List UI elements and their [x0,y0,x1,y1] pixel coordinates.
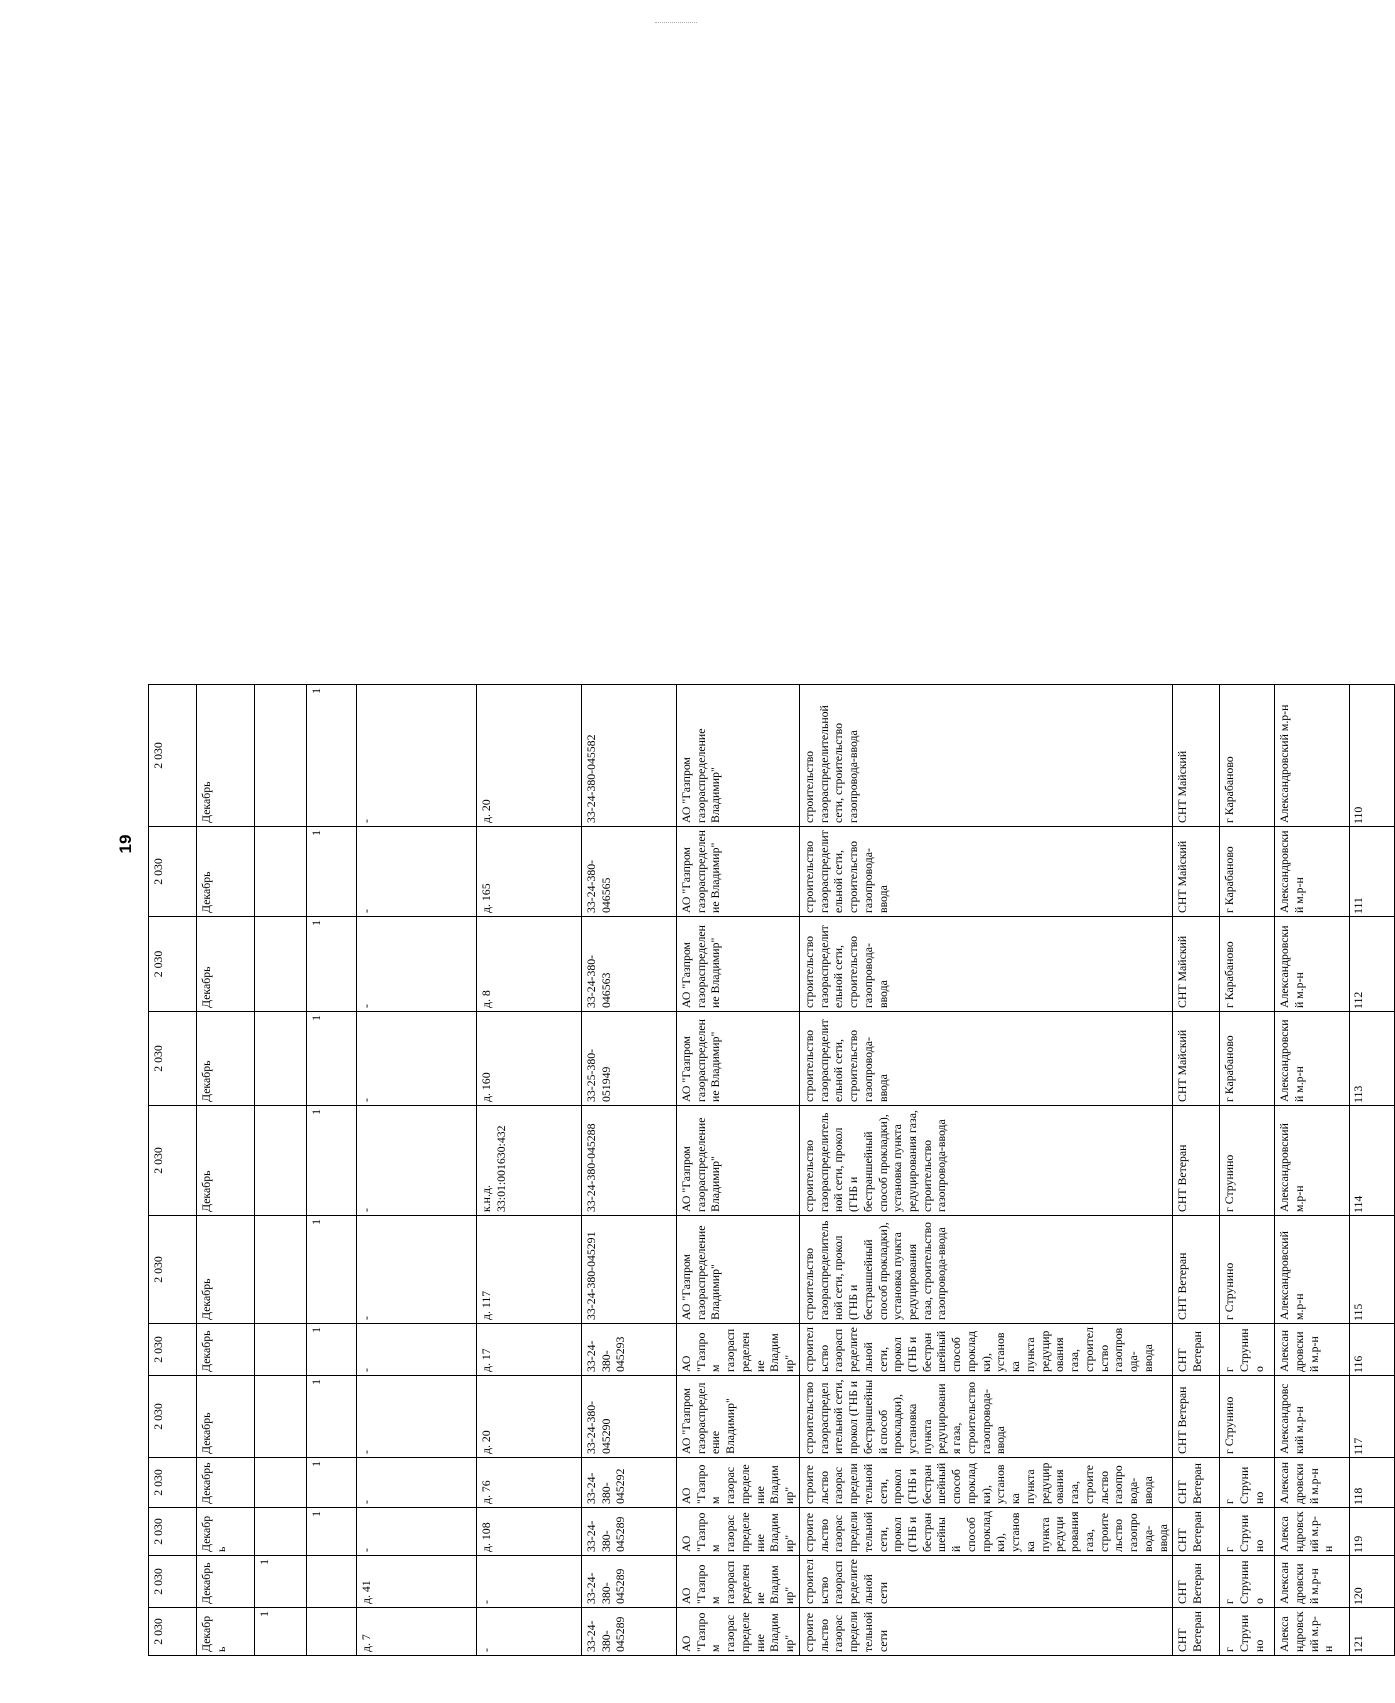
cell-month: Декабрь [197,1508,255,1556]
cell-house2: - [357,1458,477,1508]
cell-org: АО "Газпром газораспределение Владимир" [677,685,800,827]
cell-qty1: 1 [307,917,357,1012]
cell-qty2 [255,1508,307,1556]
cell-town: г Струнино [1220,1458,1275,1508]
cell-place: СНТ Майский [1173,685,1220,827]
cell-work: строительство газораспределительной сети, прокол (ГНБ и бестраншейный способ прокладки), установка пункта редуцирования газа, строительство газопровода-ввода [799,1216,1172,1324]
field-work [799,113,1172,1656]
cell-place: СНТ Ветеран [1173,1106,1220,1216]
cell-code: 33-24-380-045293 [582,1324,677,1376]
cell-work: строительство газораспределительной сети, строительство газопровода-ввода [799,685,1172,827]
cell-qty2 [255,1216,307,1324]
cell-qty2 [255,827,307,917]
cell-house: д. 20 [477,1376,582,1458]
cell-org: АО "Газпром газораспределение Владимир" [677,917,800,1012]
cell-qty1 [307,1556,357,1608]
cell-district: Александровский м.р-н [1275,917,1350,1012]
field-qty1 [307,113,357,1656]
cell-qty2 [255,685,307,827]
cell-year: 2 030 [149,1608,197,1656]
cell-house2: - [357,1106,477,1216]
cell-index: 116 [1350,1324,1395,1376]
cell-qty1: 1 [307,827,357,917]
cell-code: 33-24-380-045582 [582,685,677,827]
cell-code: 33-24-380-045290 [582,1376,677,1458]
cell-place: СНТ Майский [1173,1012,1220,1106]
cell-place: СНТ Ветеран [1173,1324,1220,1376]
cell-place: СНТ Ветеран [1173,1608,1220,1656]
cell-org: АО "Газпром газораспределение Владимир" [677,1216,800,1324]
cell-index: 112 [1350,917,1395,1012]
cell-org: АО "Газпром газораспределение Владимир" [677,1508,800,1556]
cell-index: 120 [1350,1556,1395,1608]
cell-index: 118 [1350,1458,1395,1508]
cell-house2: д. 7 [357,1608,477,1656]
cell-month: Декабрь [197,827,255,917]
cell-town: г Карабаново [1220,1012,1275,1106]
cell-house2: д. 41 [357,1556,477,1608]
field-code [582,113,677,1656]
cell-index: 111 [1350,827,1395,917]
field-year [149,113,197,1656]
cell-district: Александровский м.р-н [1275,1012,1350,1106]
cell-house: д. 117 [477,1216,582,1324]
cell-place: СНТ Ветеран [1173,1556,1220,1608]
cell-district: Александровский м.р-н [1275,827,1350,917]
cell-house: д. 160 [477,1012,582,1106]
cell-year: 2 030 [149,1458,197,1508]
cell-work: строительство газораспределительной сети, строительство газопровода-ввода [799,1012,1172,1106]
cell-qty1: 1 [307,1012,357,1106]
field-district [1275,113,1350,1656]
cell-month: Декабрь [197,685,255,827]
cell-year: 2 030 [149,1324,197,1376]
cell-work: строительство газораспределительной сети, прокол (ГНБ и бестраншейный способ прокладки), установка пункта редуцирования газа, строительство газопровода-ввода [799,1508,1172,1556]
cell-house: - [477,1608,582,1656]
cell-year: 2 030 [149,1012,197,1106]
cell-work: строительство газораспределительной сети, прокол (ГНБ и бестраншейный способ прокладки), установка пункта редуцирования газа, строительство газопровода-ввода [799,1376,1172,1458]
cell-place: СНТ Ветеран [1173,1216,1220,1324]
cell-qty2 [255,1106,307,1216]
rotated-table-wrapper [148,113,1366,1656]
cell-town: г Струнино [1220,1608,1275,1656]
field-place [1173,113,1220,1656]
field-org [677,113,800,1656]
cell-org: АО "Газпром газораспределение Владимир" [677,1376,800,1458]
cell-qty1: 1 [307,1106,357,1216]
field-index [1350,113,1395,1656]
cell-house2: - [357,685,477,827]
cell-qty1 [307,1608,357,1656]
cell-code: 33-24-380-046563 [582,917,677,1012]
field-house [477,113,582,1656]
cell-place: СНТ Майский [1173,827,1220,917]
cell-qty1: 1 [307,1324,357,1376]
cell-index: 114 [1350,1106,1395,1216]
cell-qty2 [255,1458,307,1508]
cell-district: Александровский м.р-н [1275,1556,1350,1608]
cell-year: 2 030 [149,917,197,1012]
cell-work: строительство газораспределительной сети, строительство газопровода-ввода [799,827,1172,917]
cell-index: 113 [1350,1012,1395,1106]
cell-code: 33-24-380-045292 [582,1458,677,1508]
cell-house: д. 76 [477,1458,582,1508]
cell-year: 2 030 [149,685,197,827]
cell-month: Декабрь [197,1608,255,1656]
cell-town: г Струнино [1220,1556,1275,1608]
cell-month: Декабрь [197,1216,255,1324]
cell-code: 33-24-380-045288 [582,1106,677,1216]
cell-org: АО "Газпром газораспределение Владимир" [677,1458,800,1508]
cell-qty2 [255,1376,307,1458]
cell-org: АО "Газпром газораспределение Владимир" [677,1012,800,1106]
cell-house: к.н.д. 33:01:001630:432 [477,1106,582,1216]
cell-org: АО "Газпром газораспределение Владимир" [677,1608,800,1656]
cell-work: строительство газораспределительной сети, прокол (ГНБ и бестраншейный способ прокладки), установка пункта редуцирования газа, строительство газопровода-ввода [799,1106,1172,1216]
cell-org: АО "Газпром газораспределение Владимир" [677,1106,800,1216]
cell-month: Декабрь [197,1556,255,1608]
cell-house2: - [357,1508,477,1556]
cell-town: г Карабаново [1220,827,1275,917]
cell-year: 2 030 [149,1508,197,1556]
cell-house2: - [357,1012,477,1106]
cell-qty2: 1 [255,1556,307,1608]
cell-place: СНТ Ветеран [1173,1458,1220,1508]
cell-district: Александровский м.р-н [1275,1508,1350,1556]
cell-town: г Струнино [1220,1216,1275,1324]
field-qty2 [255,113,307,1656]
cell-month: Декабрь [197,1376,255,1458]
cell-year: 2 030 [149,1216,197,1324]
field-town [1220,113,1275,1656]
cell-code: 33-24-380-046565 [582,827,677,917]
field-month [197,113,255,1656]
cell-house2: - [357,917,477,1012]
gasification-table [148,112,1395,1656]
cell-qty1: 1 [307,1458,357,1508]
cell-code: 33-24-380-045291 [582,1216,677,1324]
cell-org: АО "Газпром газораспределение Владимир" [677,1324,800,1376]
cell-month: Декабрь [197,1106,255,1216]
cell-qty2 [255,1012,307,1106]
cell-work: строительство газораспределительной сети, прокол (ГНБ и бестраншейный способ прокладки), установка пункта редуцирования газа, строительство газопровода-ввода [799,1324,1172,1376]
cell-town: г Струнино [1220,1324,1275,1376]
field-house2 [357,113,477,1656]
cell-town: г Карабаново [1220,917,1275,1012]
cell-district: Александровский м.р-н [1275,1458,1350,1508]
cell-place: СНТ Ветеран [1173,1376,1220,1458]
cell-district: Александровский м.р-н [1275,1376,1350,1458]
cell-year: 2 030 [149,1106,197,1216]
cell-org: АО "Газпром газораспределение Владимир" [677,827,800,917]
cell-town: г Струнино [1220,1106,1275,1216]
cell-work: строительство газораспределительной сети, прокол (ГНБ и бестраншейный способ прокладки), установка пункта редуцирования газа, строительство газопровода-ввода [799,1458,1172,1508]
cell-qty1: 1 [307,685,357,827]
cell-index: 110 [1350,685,1395,827]
cell-district: Александровский м.р-н [1275,1324,1350,1376]
table-container [148,113,1366,1656]
cell-town: г Струнино [1220,1376,1275,1458]
cell-org: АО "Газпром газораспределение Владимир" [677,1556,800,1608]
cell-month: Декабрь [197,917,255,1012]
cell-year: 2 030 [149,1556,197,1608]
cell-town: г Карабаново [1220,685,1275,827]
cell-index: 115 [1350,1216,1395,1324]
cell-month: Декабрь [197,1012,255,1106]
cell-house: д. 165 [477,827,582,917]
cell-district: Александровский м.р-н [1275,1608,1350,1656]
cell-qty1: 1 [307,1376,357,1458]
cell-qty2: 1 [255,1608,307,1656]
cell-index: 121 [1350,1608,1395,1656]
page-number: 19 [116,834,135,854]
cell-code: 33-24-380-045289 [582,1556,677,1608]
cell-district: Александровский м.р-н [1275,685,1350,827]
cell-code: 33-24-380-045289 [582,1608,677,1656]
cell-code: 33-25-380-051949 [582,1012,677,1106]
cell-house: д. 20 [477,685,582,827]
cell-index: 119 [1350,1508,1395,1556]
cell-qty2 [255,1324,307,1376]
cell-work: строительство газораспределительной сети [799,1556,1172,1608]
cell-qty1: 1 [307,1508,357,1556]
cell-house2: - [357,1216,477,1324]
cell-index: 117 [1350,1376,1395,1458]
cell-place: СНТ Ветеран [1173,1508,1220,1556]
cell-town: г Струнино [1220,1508,1275,1556]
cell-qty2 [255,917,307,1012]
cell-house: д. 8 [477,917,582,1012]
cell-qty1: 1 [307,1216,357,1324]
cell-district: Александровский м.р-н [1275,1216,1350,1324]
cell-house: - [477,1556,582,1608]
cell-house2: - [357,1376,477,1458]
cell-work: строительство газораспределительной сети [799,1608,1172,1656]
cell-district: Александровский м.р-н [1275,1106,1350,1216]
cell-code: 33-24-380-045289 [582,1508,677,1556]
cell-month: Декабрь [197,1324,255,1376]
cell-year: 2 030 [149,827,197,917]
cell-place: СНТ Майский [1173,917,1220,1012]
cell-house: д. 17 [477,1324,582,1376]
cell-house: д. 108 [477,1508,582,1556]
cell-year: 2 030 [149,1376,197,1458]
scan-artifact [655,22,697,27]
cell-work: строительство газораспределительной сети, строительство газопровода-ввода [799,917,1172,1012]
cell-house2: - [357,1324,477,1376]
cell-house2: - [357,827,477,917]
cell-month: Декабрь [197,1458,255,1508]
